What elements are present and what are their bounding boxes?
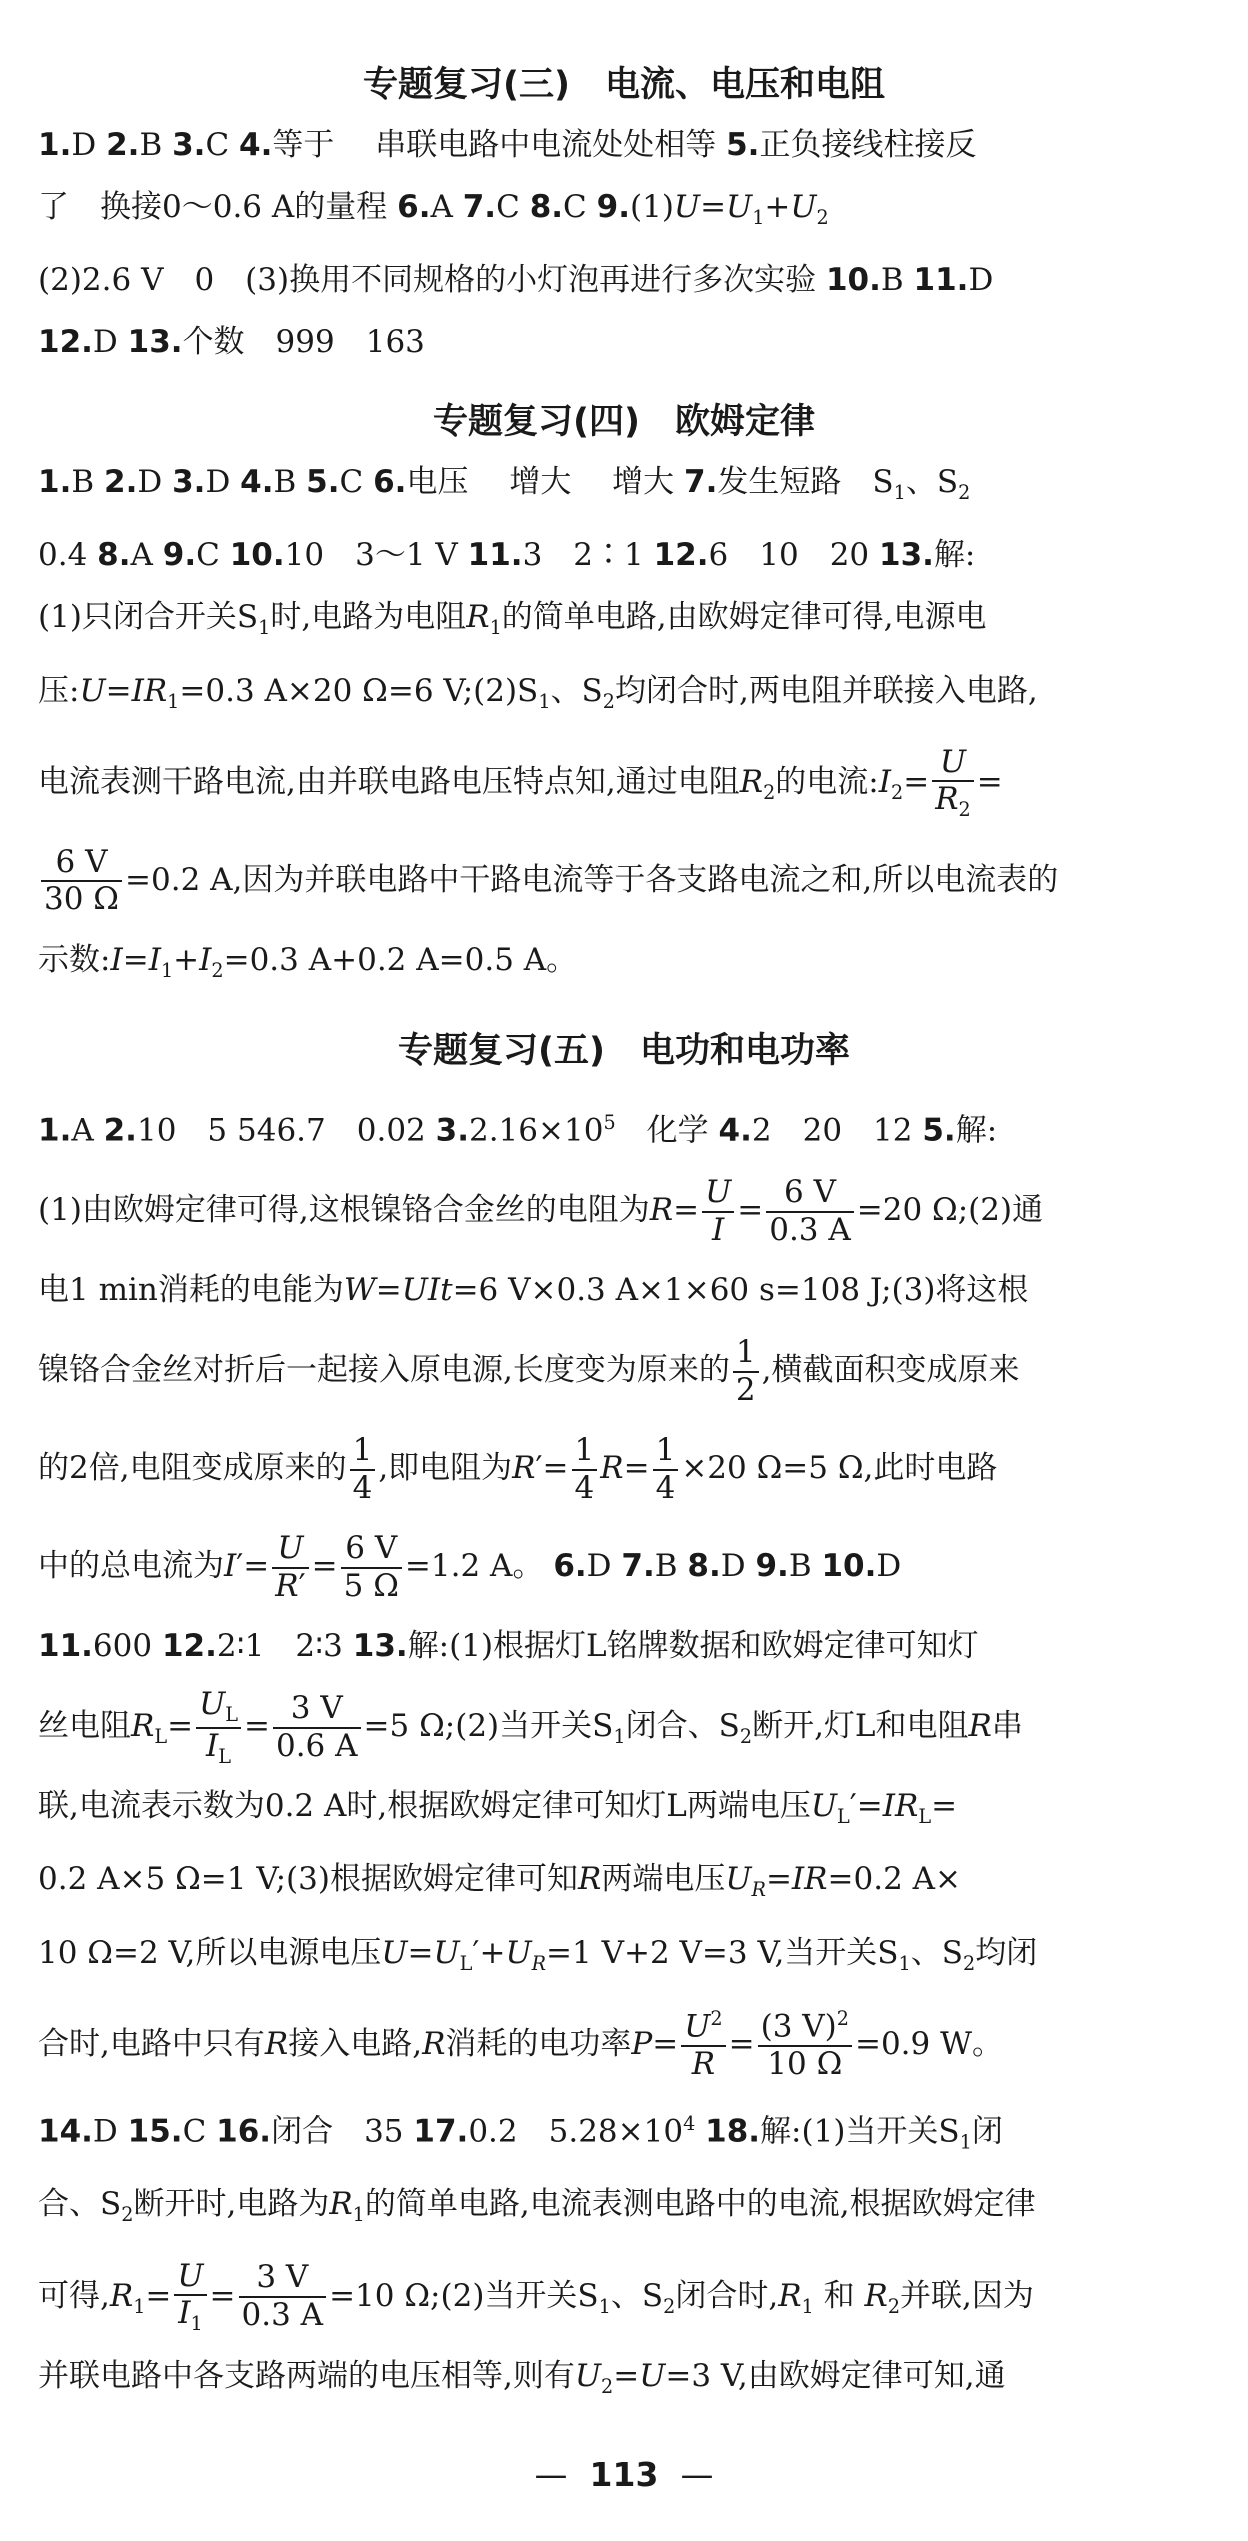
fraction-one-half: $\frac{1}{2}$ [733, 1335, 759, 1408]
s5-line-16-a: 并联电路中各支路两端的电压相等,则有 [38, 2357, 575, 2394]
s5-q3-ans-b: 化学 [646, 1112, 709, 1149]
section-5-title: 专题复习(五) 电功和电功率 [398, 1030, 850, 1071]
s5-q18-ans-b: 闭 [971, 2113, 1003, 2150]
section-3-body [38, 114, 1210, 373]
s5-q6-ans: D [586, 1548, 612, 1585]
s5-q1-num: 1. [38, 1112, 72, 1149]
frac-num: 3 V [239, 2260, 327, 2298]
s5-line-14: 合、$S_2$断开时,电路为$R_1$的简单电路,电流表测电路中的电流,根据欧姆定律 [38, 2186, 1036, 2227]
s3-q8-num: 8. [529, 189, 564, 225]
s5-q14-ans: D [92, 2113, 118, 2150]
s5-line-12-c: 消耗的电功率 [445, 2025, 632, 2062]
s3-q5-num: 5. [726, 127, 760, 163]
frac-den: 0.3 A [241, 2297, 324, 2334]
s3-q9-num: 9. [596, 189, 630, 225]
s4-q12-num: 12. [653, 537, 709, 574]
s3-line-2: 了 换接0～0.6 A的量程 6.A 7.C 8.C $9.(1)U=U_1+U_2$ [38, 189, 829, 230]
s5-q12-ans: 2∶1 2∶3 [216, 1628, 343, 1665]
s5-line-14-b: 断开时,电路为 [133, 2186, 330, 2223]
s5-q18-ans: 解:(1)当开关S [760, 2113, 960, 2150]
s5-line-14-c: 的简单电路,电流表测电路中的电流,根据欧姆定律 [364, 2186, 1036, 2223]
s3-q4-num: 4. [239, 127, 273, 163]
s4-q5-num: 5. [306, 464, 340, 501]
fraction-3v-squared-over-10ohm: $\frac{(3 V)^2}{10 \Omega}$ [758, 2008, 852, 2083]
s5-line-6: 中的总电流为I′= $\frac{U}{R'}$ = $\frac{6 V}{5 \Omega}$ =1.2 A。 6.D 7.B 8.D 9.B 10.D [38, 1530, 902, 1604]
s5-q8-ans: D [720, 1548, 746, 1585]
s4-q1-ans: B [71, 464, 95, 501]
s4-line-5-b: 的电流: [775, 763, 879, 800]
s4-line-6-a: =0.2 A,因为并联电路中干路电流等于各支路电流之和,所以电流表的 [125, 861, 1059, 898]
s4-q1-num: 1. [38, 464, 72, 501]
s5-q2-num: 2. [103, 1112, 137, 1149]
s4-q11-num: 11. [467, 537, 523, 574]
s3-q3-ans: C [205, 127, 230, 163]
s5-line-10-a: 0.2 A×5 Ω=1 V;(3)根据欧姆定律可知 [38, 1861, 578, 1898]
s4-line-2-text: 0.4 [38, 537, 88, 574]
s4-line-7: 示数$:I=I_1+I_2=0.3$ A+0.2 A=0.5 A。 [38, 941, 578, 982]
s5-line-4-b: ,横截面积变成原来 [761, 1352, 1020, 1389]
s5-q4-num: 4. [718, 1112, 752, 1149]
s5-q9-num: 9. [755, 1548, 789, 1585]
s4-q3-ans: D [205, 464, 231, 501]
s4-q7-num: 7. [684, 464, 718, 501]
s3-q6-ans: A [430, 189, 453, 225]
s4-q11-ans: 3 2∶1 [522, 537, 644, 574]
s5-line-8-c: 闭合、S [625, 1708, 740, 1745]
s3-q2-ans: B [139, 127, 163, 163]
s5-line-9: 联,电流表示数为0.2 A时,根据欧姆定律可知灯L两端电压$U_L'=IR_L=$ [38, 1788, 958, 1829]
s3-q5-ans: 正负接线柱接反 [759, 127, 977, 163]
s5-line-10-c: =0.2 A× [827, 1861, 962, 1898]
s5-line-12-b: 接入电路, [288, 2025, 423, 2062]
s5-line-15-c: 闭合时, [675, 2277, 779, 2314]
s5-line-10-b: 两端电压 [601, 1861, 726, 1898]
s5-line-15-a: 可得, [38, 2277, 110, 2314]
s4-q4-ans: B [273, 464, 297, 501]
s5-line-3: 电1 min消耗的电能为W=UIt=6 V×0.3 A×1×60 s=108 J;(3)将这根 [38, 1272, 1029, 1309]
s4-q5-ans: C [339, 464, 364, 501]
s5-q15-ans: C [182, 2113, 207, 2150]
s5-q10-ans: D [876, 1548, 902, 1585]
s5-q1-ans: A [71, 1112, 94, 1149]
s5-line-4 [38, 1321, 1210, 1419]
frac-den: 30 Ω [44, 881, 120, 918]
s4-q10-num: 10. [229, 537, 285, 574]
s5-line-11-c: 均闭 [975, 1934, 1038, 1971]
s4-line-6 [38, 831, 1210, 929]
s4-q3-num: 3. [172, 464, 206, 501]
s5-line-5-c: ×20 Ω=5 Ω,此时电路 [681, 1450, 998, 1487]
s5-line-6-a: 中的总电流为 [38, 1548, 224, 1585]
s3-q13-ans: 个数 999 163 [182, 324, 425, 361]
s5-line-2: (1)由欧姆定律可得,这根镍铬合金丝的电阻为R= $\frac{U}{I}$ = $\frac{6 V}{0.3 A}$ =20 Ω;(2)通 [38, 1174, 1044, 1248]
s5-line-8-a: 丝电阻 [38, 1708, 131, 1745]
s5-q8-num: 8. [687, 1548, 721, 1585]
s3-q13-num: 13. [127, 324, 183, 361]
s5-q7-num: 7. [621, 1548, 655, 1585]
s3-q9-ans: (1) [630, 189, 674, 225]
frac-den: 10 Ω [767, 2045, 843, 2082]
s5-line-12: 合时,电路中只有R接入电路,R消耗的电功率P= $\frac{U^2}{R}$ = $\frac{(3 V)^2}{10 \Omega}$ =0.9 W。 [38, 2007, 1003, 2082]
s5-q15-num: 15. [127, 2113, 183, 2150]
s4-q2-ans: D [137, 464, 163, 501]
s5-line-8-d: 断开,灯L和电阻 [752, 1708, 969, 1745]
s3-q11-num: 11. [913, 262, 969, 299]
s3-line-3 [38, 249, 1210, 311]
s4-q6-num: 6. [373, 464, 407, 501]
s5-line-11-a: 10 Ω=2 V,所以电源电压 [38, 1934, 382, 1971]
s5-q18-num: 18. [705, 2113, 761, 2150]
frac-num: 3 V [273, 1691, 361, 1729]
s3-q2-num: 2. [106, 127, 140, 163]
frac-num: 6 V [766, 1175, 854, 1213]
s5-line-12-a: 合时,电路中只有 [38, 2025, 265, 2062]
s4-q4-num: 4. [240, 464, 274, 501]
s5-line-1: 1.A 2.10 5 546.7 0.02 $3.2.16\times 10^5$ 化学 4.2 20 12 5.解: [38, 1110, 998, 1149]
frac-den: 0.3 A [769, 1211, 851, 1248]
s5-line-15-d: 并联,因为 [900, 2277, 1034, 2314]
s5-line-4-a: 镍铬合金丝对折后一起接入原电源,长度变为原来的 [38, 1352, 730, 1389]
s5-q2-ans: 10 5 546.7 0.02 [136, 1112, 426, 1149]
s4-q8-ans: A [130, 537, 153, 574]
fraction-6v-over-5ohm [341, 1531, 402, 1604]
footer-dash-right: — [680, 2455, 714, 2494]
frac-den: 0.6 A [275, 1727, 358, 1764]
s3-q7-ans: C [496, 189, 520, 225]
s5-line-5-b: ,即电阻为 [378, 1450, 513, 1487]
frac-num: (3 V) [760, 2008, 837, 2045]
s5-line-9-a: 联,电流表示数为0.2 A时,根据欧姆定律可知灯L两端电压 [38, 1788, 811, 1825]
s3-q12-ans: D [92, 324, 118, 361]
s5-line-7 [38, 1615, 1210, 1677]
s5-q4-ans: 2 20 12 [751, 1112, 913, 1149]
s3-q10-num: 10. [825, 262, 881, 299]
s4-line-1: 1.B 2.D 3.D 4.B 5.C 6.电压 增大 增大 7.发生短路 $S_1$、$S_2$ [38, 464, 971, 505]
s5-line-3-a: 电1 min消耗的电能为 [38, 1272, 344, 1309]
s5-line-5: 的2倍,电阻变成原来的 $\frac{1}{4}$ ,即电阻为R′= $\frac{1}{4}$ R= $\frac{1}{4}$ ×20 Ω=5 Ω,此时电路 [38, 1432, 998, 1506]
fraction-3v-over-0.3a [239, 2260, 327, 2333]
s4-line-3-a: (1)只闭合开关S [38, 599, 259, 636]
s3-q1-ans: D [71, 127, 97, 163]
fraction-u2-over-r: $\frac{U^2}{R}$ [681, 2008, 725, 2083]
page-number: 113 [589, 2455, 659, 2494]
s4-line-3-c: 的简单电路,由欧姆定律可得,电源电 [501, 599, 987, 636]
s4-line-4-b: =0.3 A×20 Ω=6 V;(2)S [179, 672, 539, 709]
s4-q8-num: 8. [97, 537, 131, 574]
s3-q6-num: 6. [397, 189, 431, 225]
s5-line-8: 丝电阻$R_L=$ $\frac{U_L}{I_L}$ = $\frac{3 V}{0.6 A}$ =5 Ω;(2)当开关$S_1$闭合、$S_2$断开,灯L和电阻R串 [38, 1686, 1023, 1768]
s4-line-3-b: 时,电路为电阻 [270, 599, 467, 636]
s5-line-15: 可得$,R_1=$ $\frac{U}{I_1}$ = $\frac{3 V}{0.3 A}$ =10 Ω;(2)当开关$S_1$、$S_2$闭合时$,R_1$ 和 $R_2$并联,因为 [38, 2257, 1034, 2336]
fraction-u-over-r2: $\frac{U}{R_2}$ [932, 745, 974, 822]
s4-line-7-b: =0.3 A+0.2 A=0.5 A。 [223, 941, 578, 978]
footer-dash-left: — [534, 2455, 568, 2494]
s4-line-4-c: 均闭合时,两电阻并联接入电路, [615, 672, 1038, 709]
s5-q7-ans: B [654, 1548, 678, 1585]
section-5-body [38, 1092, 1210, 2418]
s5-q10-num: 10. [821, 1548, 877, 1585]
s5-q16-num: 16. [216, 2113, 272, 2150]
s5-q17-num: 17. [413, 2113, 469, 2150]
fraction-one-quarter-b: $\frac{1}{4}$ [572, 1433, 598, 1506]
s5-line-8-b: =5 Ω;(2)当开关S [363, 1708, 614, 1745]
s5-line-2-b: =20 Ω;(2)通 [856, 1192, 1044, 1229]
s5-line-16-b: =3 V,由欧姆定律可知,通 [665, 2357, 1006, 2394]
s5-q5-num: 5. [922, 1112, 956, 1149]
s3-q4-ans: 等于 串联电路中电流处处相等 [272, 127, 717, 163]
s4-q6-ans: 电压 增大 增大 [406, 464, 675, 501]
s5-line-2-a: (1)由欧姆定律可得,这根镍铬合金丝的电阻为 [38, 1192, 650, 1229]
s5-q9-ans: B [788, 1548, 812, 1585]
s4-line-4-a: 压: [38, 672, 80, 709]
fraction-u-over-i1: $\frac{U}{I_1}$ [174, 2259, 206, 2336]
s4-line-4: 压$:U=IR_1=0.3$ A×20 Ω=6 $V;(2)S_1$、$S_2$均闭合时,两电阻并联接入电路, [38, 672, 1038, 713]
s4-line-2 [38, 524, 1210, 586]
fraction-one-quarter-c: $\frac{1}{4}$ [653, 1433, 679, 1506]
s4-line-3: (1)只闭合开关$S_1$时,电路为电阻$R_1$的简单电路,由欧姆定律可得,电源电 [38, 599, 987, 640]
s4-q10-ans: 10 3～1 V [284, 537, 458, 574]
s5-q13-num: 13. [352, 1628, 408, 1665]
s5-q3-ans: 2.16×10 [468, 1112, 604, 1149]
s3-q12-num: 12. [38, 324, 93, 361]
s5-q11-ans: 600 [92, 1628, 153, 1665]
s5-q6-num: 6. [553, 1548, 587, 1585]
frac-den: 5 Ω [343, 1567, 399, 1604]
fraction-u-over-r-prime: $\frac{U}{R'}$ [272, 1531, 308, 1604]
s5-line-12-d: =0.9 W。 [854, 2025, 1003, 2062]
fraction-3v-over-0.6a [273, 1691, 361, 1764]
s5-q11-num: 11. [38, 1628, 93, 1665]
s4-q13-num: 13. [879, 537, 934, 574]
s5-line-3-b: =6 V×0.3 A×1×60 s=108 J;(3)将这根 [452, 1272, 1029, 1309]
s5-line-11: 10 Ω=2 V,所以电源电压$U=U_L'+U_R=1$ V+2 V=3 V,当开关$S_1$、$S_2$均闭 [38, 1934, 1038, 1975]
fraction-one-quarter: $\frac{1}{4}$ [350, 1433, 376, 1506]
s5-line-14-a: 合、S [38, 2186, 122, 2223]
fraction-6v-over-30ohm [41, 845, 122, 918]
s4-line-5: 电流表测干路电流,由并联电路电压特点知,通过电阻$R_2$的电流$:I_2=$ $\frac{U}{R_2}$ = [38, 743, 1003, 822]
s3-q1-num: 1. [38, 127, 72, 163]
fraction-u-over-i: $\frac{U}{I}$ [702, 1175, 734, 1248]
s5-q3-num: 3. [435, 1112, 469, 1149]
s5-q16-ans: 闭合 35 [271, 2113, 404, 2150]
s4-q2-num: 2. [104, 464, 138, 501]
page-footer [0, 2455, 1248, 2494]
frac-num: 6 V [41, 845, 122, 883]
s3-q10-ans: B [880, 262, 904, 299]
s3-q3-num: 3. [172, 127, 206, 163]
s5-q17-ans: 0.2 5.28×10 [468, 2113, 684, 2150]
s5-line-5-a: 的2倍,电阻变成原来的 [38, 1450, 347, 1487]
s5-line-11-b: =1 V+2 V=3 V,当开关S [546, 1934, 899, 1971]
section-4-body [38, 451, 1210, 1002]
s4-line-5-a: 电流表测干路电流,由并联电路电压特点知,通过电阻 [38, 763, 740, 800]
s5-line-16: 并联电路中各支路两端的电压相等,则有$U_2=U=3$ V,由欧姆定律可知,通 [38, 2357, 1006, 2398]
s4-q9-num: 9. [162, 537, 197, 574]
s5-q13-ans: 解:(1)根据灯L铭牌数据和欧姆定律可知灯 [407, 1628, 979, 1665]
s4-q9-ans: C [196, 537, 220, 574]
section-4-title: 专题复习(四) 欧姆定律 [433, 402, 815, 443]
fraction-6v-over-0.3a [766, 1175, 854, 1248]
s4-q7-ans: 发生短路 [717, 464, 842, 501]
s3-q7-num: 7. [462, 189, 497, 225]
section-3-title: 专题复习(三) 电流、电压和电阻 [363, 65, 885, 105]
s5-line-10: 0.2 A×5 Ω=1 V;(3)根据欧姆定律可知R两端电压$U_R=IR=0.2$ A× [38, 1861, 962, 1902]
s5-line-13: 14.D 15.C 16.闭合 35 17.0.2 $5.28\times 10^4$ 18.解:(1)当开关$S_1$闭 [38, 2111, 1003, 2154]
s3-line-2-text: 了 换接0～0.6 A的量程 [38, 189, 388, 225]
s3-q8-ans: C [563, 189, 587, 225]
s5-q14-num: 14. [38, 2113, 93, 2150]
s4-q12-ans: 6 10 20 [708, 537, 870, 574]
frac-num: 6 V [341, 1531, 402, 1569]
s3-line-3-text: (2)2.6 V 0 (3)换用不同规格的小灯泡再进行多次实验 [38, 262, 817, 299]
s5-line-8-e: 串 [991, 1708, 1023, 1745]
s5-line-6-b: =1.2 A。 [404, 1548, 544, 1585]
s4-line-7-a: 示数: [38, 941, 111, 978]
s5-line-15-b: =10 Ω;(2)当开关S [329, 2277, 599, 2314]
s3-line-4 [38, 311, 1210, 373]
s3-q11-ans: D [968, 262, 994, 299]
s4-q13-ans: 解: [933, 537, 976, 574]
s3-line-1 [38, 114, 1210, 176]
s5-q5-ans: 解: [955, 1112, 998, 1149]
s5-q12-num: 12. [161, 1628, 217, 1665]
fraction-ul-over-il: $\frac{U_L}{I_L}$ [196, 1687, 241, 1768]
